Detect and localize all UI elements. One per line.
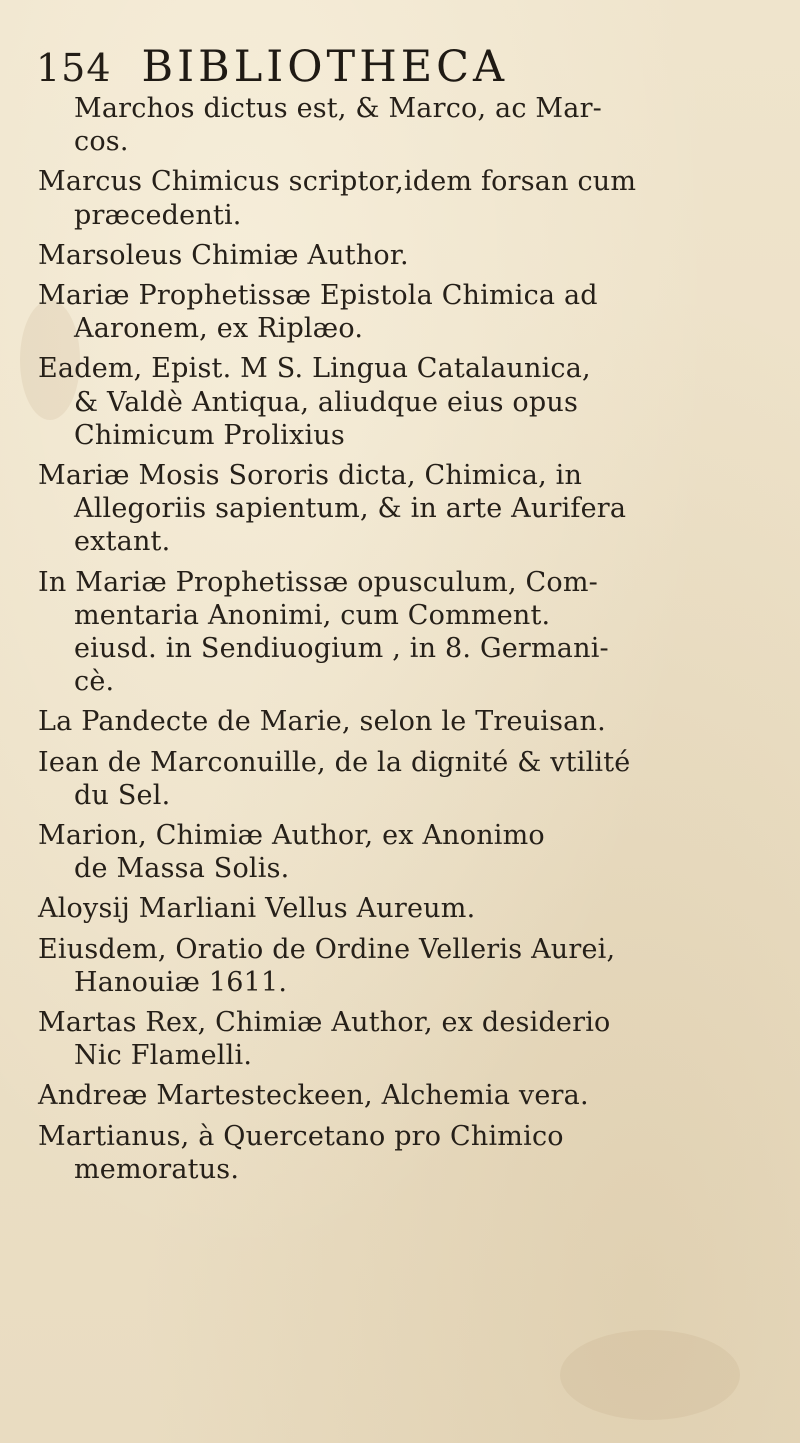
entry-continuation-line: præcedenti. bbox=[74, 199, 242, 231]
entry-heading-line: Marcus Chimicus scriptor,idem forsan cum bbox=[38, 166, 637, 198]
catalogue-entry bbox=[38, 746, 778, 812]
entry-continuation-line: Hanouiæ 1611. bbox=[74, 966, 288, 998]
catalogue-entry bbox=[38, 933, 778, 999]
paper-stain bbox=[560, 1330, 740, 1420]
entry-continuation-line: mentaria Anonimi, cum Comment. bbox=[74, 599, 551, 631]
entry-continuation-line: extant. bbox=[74, 526, 171, 558]
entry-continuation-line: Nic Flamelli. bbox=[74, 1040, 253, 1072]
entry-continuation-line: eiusd. in Sendiuogium , in 8. Germani- bbox=[74, 633, 609, 665]
catalogue-entry bbox=[38, 892, 778, 925]
catalogue-entry bbox=[38, 705, 778, 738]
entry-heading-line: Andreæ Martesteckeen, Alchemia vera. bbox=[38, 1080, 589, 1112]
catalogue-entry bbox=[38, 459, 778, 559]
catalogue-entry bbox=[38, 1006, 778, 1072]
catalogue-entry bbox=[38, 239, 778, 272]
entry-continuation-line: & Valdè Antiqua, aliudque eius opus bbox=[74, 386, 579, 418]
entry-continuation-line: Allegoriis sapientum, & in arte Aurifera bbox=[74, 493, 627, 525]
entry-heading-line: Marchos dictus est, & Marco, ac Mar- bbox=[74, 93, 603, 124]
entry-heading-line: Martianus, à Quercetano pro Chimico bbox=[38, 1120, 564, 1152]
entry-heading-line: In Mariæ Prophetissæ opusculum, Com- bbox=[38, 566, 598, 598]
catalogue-entry bbox=[38, 165, 778, 231]
entry-heading-line: Marion, Chimiæ Author, ex Anonimo bbox=[38, 820, 545, 852]
entry-heading-line: La Pandecte de Marie, selon le Treuisan. bbox=[38, 706, 606, 738]
catalogue-entries bbox=[38, 92, 778, 1193]
entry-continuation-line: du Sel. bbox=[74, 779, 171, 811]
entry-heading-line: Eadem, Epist. M S. Lingua Catalaunica, bbox=[38, 353, 591, 385]
catalogue-entry bbox=[38, 819, 778, 885]
entry-heading-line: Martas Rex, Chimiæ Author, ex desiderio bbox=[38, 1007, 611, 1039]
entry-continuation-line: cos. bbox=[74, 126, 129, 158]
entry-heading-line: Iean de Marconuille, de la dignité & vtilité bbox=[38, 746, 631, 778]
entry-heading-line: Marsoleus Chimiæ Author. bbox=[38, 239, 409, 271]
running-title: BIBLIOTHECA bbox=[141, 42, 509, 92]
entry-heading-line: Eiusdem, Oratio de Ordine Velleris Aurei, bbox=[38, 933, 616, 965]
entry-heading-line: Mariæ Mosis Sororis dicta, Chimica, in bbox=[38, 460, 583, 492]
catalogue-entry bbox=[38, 352, 778, 452]
entry-heading-line: Mariæ Prophetissæ Epistola Chimica ad bbox=[38, 280, 598, 312]
entry-continuation-line: Aaronem, ex Riplæo. bbox=[74, 313, 364, 345]
catalogue-entry bbox=[38, 279, 778, 345]
catalogue-entry bbox=[38, 1079, 778, 1112]
catalogue-entry bbox=[38, 1120, 778, 1186]
catalogue-entry bbox=[38, 566, 778, 699]
entry-continuation-line: Chimicum Prolixius bbox=[74, 419, 345, 451]
entry-continuation-line: de Massa Solis. bbox=[74, 853, 290, 885]
entry-heading-line: Aloysij Marliani Vellus Aureum. bbox=[38, 893, 476, 925]
entry-continuation-line: memoratus. bbox=[74, 1153, 240, 1185]
page-number: 154 bbox=[36, 46, 112, 90]
catalogue-entry bbox=[38, 92, 778, 158]
entry-continuation-line: cè. bbox=[74, 666, 115, 698]
